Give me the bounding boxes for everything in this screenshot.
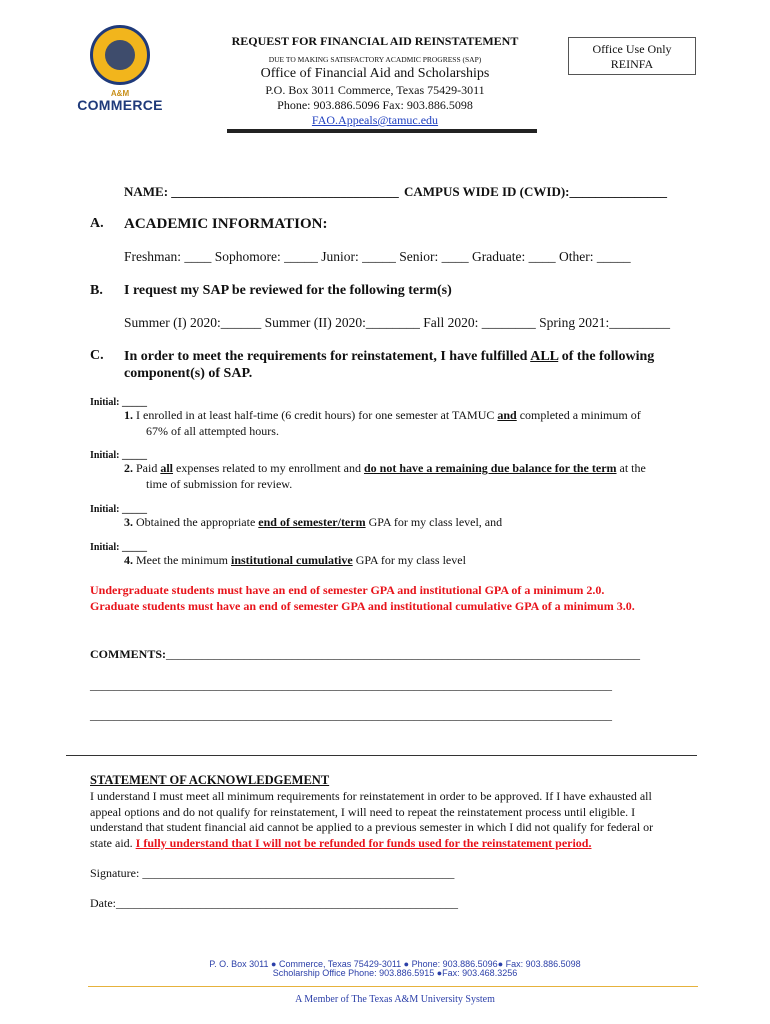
footer-divider <box>88 986 698 987</box>
form-subtitle: DUE TO MAKING SATISFACTORY ACADMIC PROGRESS (SAP) <box>268 55 482 64</box>
date-line: _________________________________________________________ <box>116 896 458 910</box>
item-text: I enrolled in at least half-time (6 credit hours) for one semester at TAMUC <box>136 408 498 422</box>
item-emphasis: end of semester/term <box>258 515 366 529</box>
item-text: completed a minimum of <box>516 408 641 422</box>
date-field[interactable] <box>90 896 458 911</box>
initial-field-4[interactable]: Initial: _____ <box>90 542 147 553</box>
requirement-item-1-line2: 67% of all attempted hours. <box>146 424 279 438</box>
section-divider <box>66 755 697 756</box>
item-emphasis: do not have a remaining due balance for the term <box>363 461 617 475</box>
section-c-letter: C. <box>90 348 104 363</box>
item-number: 4. <box>124 553 133 567</box>
acknowledgement-text <box>90 789 700 851</box>
office-address: P.O. Box 3011 Commerce, Texas 75429-3011 <box>265 83 485 97</box>
class-level-line[interactable]: Freshman: ____ Sophomore: _____ Junior: _____ Senior: ____ Graduate: ____ Other: _____ <box>124 249 631 264</box>
signature-label: Signature: <box>90 866 143 880</box>
comments-line-3[interactable]: _______________________________________________________________________________________ <box>90 708 612 722</box>
signature-line: ____________________________________________________ <box>142 866 455 880</box>
office-use-box <box>568 37 696 75</box>
item-text: Meet the minimum <box>136 553 231 567</box>
section-a-heading: ACADEMIC INFORMATION: <box>124 216 328 232</box>
item-text: at the <box>616 461 646 475</box>
requirement-item-3 <box>124 514 502 530</box>
item-text: expenses related to my enrollment and <box>173 461 364 475</box>
initial-field-1[interactable]: Initial: _____ <box>90 397 147 408</box>
item-number: 2. <box>124 461 133 475</box>
header-divider <box>227 129 537 133</box>
comments-line-1[interactable] <box>90 647 640 662</box>
item-number: 3. <box>124 515 133 529</box>
name-field[interactable]: NAME: ___________________________________ <box>124 184 399 199</box>
office-name: Office of Financial Aid and Scholarships <box>260 66 490 81</box>
requirement-item-1 <box>124 407 694 423</box>
acknowledgement-heading: STATEMENT OF ACKNOWLEDGEMENT <box>90 773 330 787</box>
office-phone: Phone: 903.886.5096 Fax: 903.886.5098 <box>277 98 473 112</box>
terms-line[interactable]: Summer (I) 2020:______ Summer (II) 2020:________ Fall 2020: ________ Spring 2021:_________ <box>124 315 670 330</box>
item-text: Paid <box>136 461 161 475</box>
item-text: Obtained the appropriate <box>136 515 259 529</box>
section-a-letter: A. <box>90 216 104 231</box>
member-statement: A Member of The Texas A&M University System <box>295 994 495 1005</box>
section-c-heading-line2: component(s) of SAP. <box>124 366 253 381</box>
signature-field[interactable] <box>90 866 454 881</box>
section-b-heading: I request my SAP be reviewed for the following term(s) <box>124 283 452 298</box>
office-use-label: Office Use Only <box>592 42 672 56</box>
acknowledgement-line: understand that student financial aid cannot be applied to a previous semester in which I did not qualify for federal or <box>90 820 654 834</box>
gpa-notice-undergrad: Undergraduate students must have an end of semester GPA and institutional GPA of a minimum 2.0. <box>90 583 605 597</box>
item-emphasis: and <box>497 408 517 422</box>
requirement-item-2-line2: time of submission for review. <box>146 477 293 491</box>
gpa-notice-grad: Graduate students must have an end of semester GPA and institutional cumulative GPA of a minimum 3.0. <box>90 599 635 613</box>
acknowledgement-line: I understand I must meet all minimum requirements for reinstatement in order to be approved. If I have exhausted all <box>90 789 652 803</box>
office-use-code: REINFA <box>610 57 654 71</box>
section-c-heading <box>124 348 654 382</box>
footer-contact: P. O. Box 3011 ● Commerce, Texas 75429-3011 ● Phone: 903.886.5096● Fax: 903.886.5098 <box>209 959 581 969</box>
footer-scholarship: Scholarship Office Phone: 903.886.5915 ●Fax: 903.468.3256 <box>272 968 518 978</box>
logo-am-text: A&M <box>110 89 130 98</box>
item-text: GPA for my class level, and <box>365 515 503 529</box>
initial-field-2[interactable]: Initial: _____ <box>90 450 147 461</box>
item-number: 1. <box>124 408 133 422</box>
item-emphasis: institutional cumulative <box>231 553 353 567</box>
form-title: REQUEST FOR FINANCIAL AID REINSTATEMENT <box>231 34 519 48</box>
university-logo-icon <box>90 25 150 85</box>
initial-field-3[interactable]: Initial: _____ <box>90 504 147 515</box>
requirement-item-2 <box>124 460 704 476</box>
section-c-heading-post: of the following <box>558 349 655 364</box>
cwid-field[interactable]: CAMPUS WIDE ID (CWID):_______________ <box>404 184 668 199</box>
acknowledgement-line: appeal options and do not qualify for reinstatement, I will need to repeat the reinstatement process until eligible. I <box>90 804 636 819</box>
acknowledgement-line: state aid. <box>90 835 136 850</box>
comments-blank: _______________________________________________________________________________ <box>166 647 640 661</box>
email-link[interactable]: FAO.Appeals@tamuc.edu <box>311 113 439 127</box>
comments-label: COMMENTS: <box>90 647 166 661</box>
comments-line-2[interactable]: _______________________________________________________________________________________ <box>90 678 612 692</box>
item-emphasis: all <box>160 461 174 475</box>
section-c-heading-all: ALL <box>530 349 559 364</box>
section-c-heading-pre: In order to meet the requirements for reinstatement, I have fulfilled <box>124 349 531 364</box>
item-text: GPA for my class level <box>352 553 466 567</box>
requirement-item-4 <box>124 552 466 568</box>
logo-commerce-text: COMMERCE <box>77 97 163 113</box>
refund-warning: I fully understand that I will not be refunded for funds used for the reinstatement period. <box>135 835 592 850</box>
section-b-letter: B. <box>90 283 103 298</box>
date-label: Date: <box>90 896 116 910</box>
